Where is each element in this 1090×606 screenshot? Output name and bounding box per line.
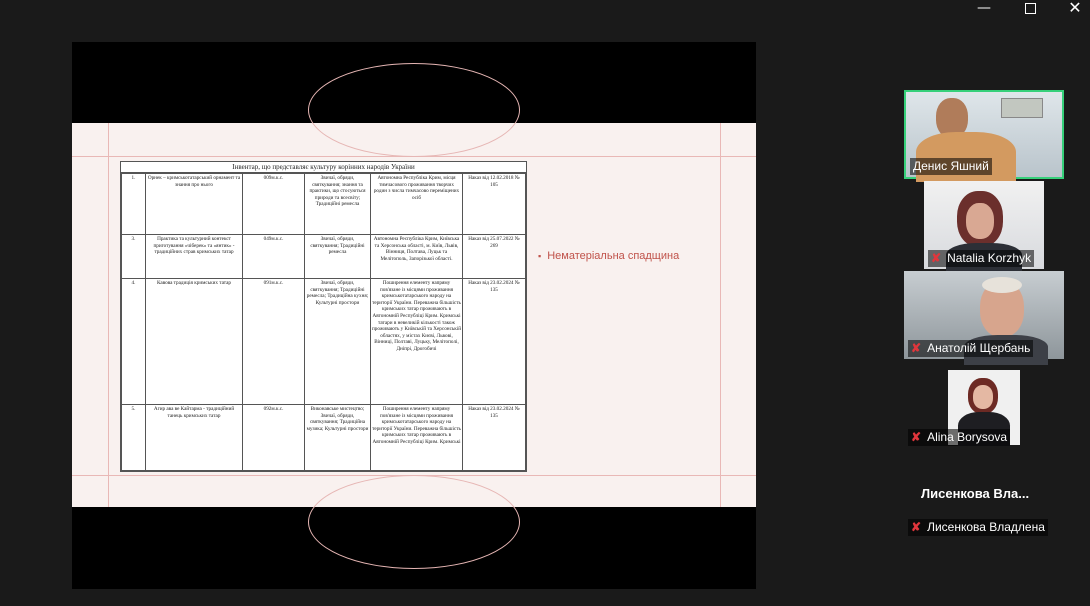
cell-order: Наказ від 23.02.2024 № 135 bbox=[463, 405, 526, 471]
table-row bbox=[122, 405, 526, 471]
cell-place: Автономна Республіка Крим, місця тимчасового проживання творчих родин з числа тимчасово переміщених осіб bbox=[371, 174, 463, 235]
participant-name: Alina Borysova bbox=[927, 430, 1008, 444]
participant-name: Денис Яшний bbox=[910, 158, 992, 175]
presentation-slide bbox=[72, 123, 756, 507]
decor-arc bbox=[308, 63, 520, 157]
participant-tile[interactable] bbox=[904, 271, 1064, 359]
participant-nametag[interactable] bbox=[908, 519, 1048, 536]
face bbox=[973, 385, 993, 409]
decor-arc bbox=[308, 475, 520, 569]
cell-domain: Звичаї, обряди, святкування; Традиційні ремесла bbox=[305, 235, 371, 279]
cell-name: Агир ава ве Кайтарма - традиційний танець кримських татар bbox=[146, 405, 243, 471]
minimize-icon[interactable]: — bbox=[977, 0, 991, 16]
cell-name: Орнек – кримськотатарський орнамент та знання про нього bbox=[146, 174, 243, 235]
cell-order: Наказ від 12.02.2018 № 105 bbox=[463, 174, 526, 235]
document-table bbox=[120, 161, 527, 472]
table-row bbox=[122, 235, 526, 279]
mic-muted-icon: ✘ bbox=[911, 341, 922, 355]
document-title: Інвентар, що представляє культуру корінних народів України bbox=[121, 162, 526, 173]
participant-tile[interactable] bbox=[904, 90, 1064, 179]
cell-name: Кавова традиція кримських татар bbox=[146, 279, 243, 405]
shared-screen bbox=[72, 42, 756, 589]
cell-num: 4. bbox=[122, 279, 146, 405]
participant-big-name: Лисенкова Вла... bbox=[921, 486, 1030, 501]
guide-line bbox=[720, 123, 721, 507]
cell-num: 3. bbox=[122, 235, 146, 279]
mic-muted-icon: ✘ bbox=[911, 520, 922, 534]
cell-num: 1. bbox=[122, 174, 146, 235]
participant-nametag bbox=[908, 340, 1033, 357]
cell-code: 049м.к.с. bbox=[243, 235, 305, 279]
bullet-text: Нематеріальна спадщина bbox=[547, 250, 680, 262]
bullet-dot: ▪ bbox=[538, 251, 542, 261]
cell-place: Автономна Республіка Крим, Київська та Херсонська області, м. Київ, Львів, Вінниця, Полтава, Луцьк та Мелітополь, Запорізької області. bbox=[371, 235, 463, 279]
table-row bbox=[122, 279, 526, 405]
cell-num: 5. bbox=[122, 405, 146, 471]
cell-code: 009м.к.с. bbox=[243, 174, 305, 235]
participant-name: Natalia Korzhyk bbox=[947, 251, 1032, 265]
cell-place: Поширення елементу напряму пов'язане із місцями проживання кримськотатарського народу на території України. Переважна більшість кримських татар проживають в Автономній Республіці Крим. Кримські татари в невеликій кількості також проживають у Київській та Херсонській областях, у містах Києві, Львові, Вінниці, Полтаві, Луцьку, Мелітополі, Дніпрі, Дрогобичі bbox=[371, 279, 463, 405]
participant-name: Лисенкова Владлена bbox=[927, 520, 1045, 534]
participant-tile[interactable] bbox=[924, 181, 1044, 269]
participant-nametag bbox=[928, 250, 1034, 267]
cell-order: Наказ від 25.07.2022 № 269 bbox=[463, 235, 526, 279]
maximize-icon[interactable] bbox=[1015, 0, 1045, 18]
cell-domain: Звичаї, обряди, святкування; знання та практики, що стосуються природи та всесвіту; Традиційні ремесла bbox=[305, 174, 371, 235]
table-row bbox=[122, 174, 526, 235]
cell-place-text: Поширення елементу напряму пов'язане із місцями проживання кримськотатарського народу на території України. Переважна більшість кримських татар проживають в Автономній Республіці Крим. Кримські bbox=[372, 406, 461, 445]
guide-line bbox=[108, 123, 109, 507]
participant-nametag bbox=[908, 429, 1010, 446]
cell-order: Наказ від 23.02.2024 № 135 bbox=[463, 279, 526, 405]
face bbox=[966, 203, 994, 239]
mic-muted-icon: ✘ bbox=[931, 251, 942, 265]
slide-bullet bbox=[538, 250, 679, 262]
close-icon[interactable]: ✕ bbox=[1068, 0, 1082, 17]
cell-code: 092м.к.с. bbox=[243, 405, 305, 471]
wall-picture bbox=[1001, 98, 1043, 118]
cell-code: 091м.к.с. bbox=[243, 279, 305, 405]
cell-name: Практика та культурний контекст приготування «чіберек» та «янтик» - традиційних страв кримських татар bbox=[146, 235, 243, 279]
cell-domain: Звичаї, обряди, святкування; Традиційні ремесла; Традиційна кухня; Культурні простори bbox=[305, 279, 371, 405]
mic-muted-icon: ✘ bbox=[911, 430, 922, 444]
cell-place bbox=[371, 405, 463, 471]
participant-name: Анатолій Щербань bbox=[927, 341, 1031, 355]
hair bbox=[982, 277, 1022, 293]
cell-domain: Виконавське мистецтво; Звичаї, обряди, святкування; Традиційна музика; Культурні простори bbox=[305, 405, 371, 471]
